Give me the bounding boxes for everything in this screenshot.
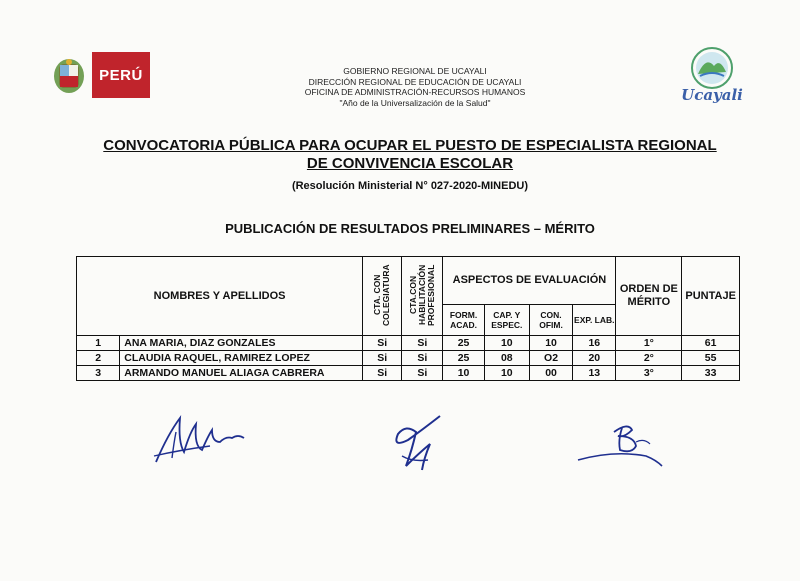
row-colegiatura: Si (363, 336, 402, 351)
ucayali-logo-text: Ucayali (681, 86, 743, 104)
header-puntaje: PUNTAJE (682, 257, 740, 336)
row-orden: 3° (616, 366, 682, 381)
row-cap-espec: 10 (484, 366, 529, 381)
row-habilitacion: Si (402, 351, 443, 366)
table-row (77, 336, 740, 351)
header-exp-lab: EXP. LAB. (573, 304, 616, 335)
row-puntaje: 61 (682, 336, 740, 351)
header-colegiatura: CTA. CON COLEGIATURA (363, 257, 402, 336)
row-exp-lab: 16 (573, 336, 616, 351)
row-name: CLAUDIA RAQUEL, RAMIREZ LOPEZ (120, 351, 363, 366)
header-habilitacion: CTA.CON HABILITACIÓN PROFESIONAL (402, 257, 443, 336)
row-number: 2 (77, 351, 120, 366)
row-con-ofim: O2 (529, 351, 572, 366)
row-exp-lab: 20 (573, 351, 616, 366)
coat-of-arms-icon (50, 56, 88, 96)
results-table (76, 256, 740, 381)
row-habilitacion: Si (402, 366, 443, 381)
row-habilitacion: Si (402, 336, 443, 351)
row-cap-espec: 10 (484, 336, 529, 351)
table-row (77, 351, 740, 366)
row-orden: 2° (616, 351, 682, 366)
institution-line: DIRECCIÓN REGIONAL DE EDUCACIÓN DE UCAYALI (308, 76, 522, 87)
publication-heading: PUBLICACIÓN DE RESULTADOS PRELIMINARES – MÉRITO (225, 221, 595, 236)
row-number: 3 (77, 366, 120, 381)
row-con-ofim: 00 (529, 366, 572, 381)
institution-header (260, 66, 570, 108)
page-title: CONVOCATORIA PÚBLICA PARA OCUPAR EL PUESTO DE ESPECIALISTA REGIONAL DE CONVIVENCIA ESCOLAR (103, 137, 717, 172)
row-number: 1 (77, 336, 120, 351)
institution-line: "Año de la Universalización de la Salud" (339, 97, 491, 108)
table-row (77, 366, 740, 381)
ucayali-logo (676, 46, 748, 110)
row-puntaje: 55 (682, 351, 740, 366)
row-form-acad: 25 (443, 336, 484, 351)
header-cap-espec: CAP. Y ESPEC. (484, 304, 529, 335)
row-form-acad: 10 (443, 366, 484, 381)
signature-left (150, 412, 250, 468)
ucayali-emblem-icon (676, 46, 748, 90)
row-form-acad: 25 (443, 351, 484, 366)
resolution-reference: (Resolución Ministerial N° 027-2020-MINEDU) (291, 180, 529, 192)
row-puntaje: 33 (682, 366, 740, 381)
row-exp-lab: 13 (573, 366, 616, 381)
table-header-row (77, 257, 740, 305)
peru-logo: PERÚ (92, 52, 150, 98)
header-orden-merito: ORDEN DE MÉRITO (616, 257, 682, 336)
signature-right (574, 420, 666, 472)
row-con-ofim: 10 (529, 336, 572, 351)
header-form-acad: FORM. ACAD. (443, 304, 484, 335)
header-con-ofim: CON. OFIM. (529, 304, 572, 335)
row-name: ARMANDO MANUEL ALIAGA CABRERA (120, 366, 363, 381)
row-name: ANA MARIA, DIAZ GONZALES (120, 336, 363, 351)
header-names: NOMBRES Y APELLIDOS (77, 257, 363, 336)
institution-line: OFICINA DE ADMINISTRACIÓN-RECURSOS HUMANOS (304, 87, 526, 97)
signature-center (372, 410, 452, 476)
row-orden: 1° (616, 336, 682, 351)
header-aspectos: ASPECTOS DE EVALUACIÓN (443, 257, 616, 305)
row-cap-espec: 08 (484, 351, 529, 366)
row-colegiatura: Si (363, 351, 402, 366)
institution-line: GOBIERNO REGIONAL DE UCAYALI (343, 66, 487, 76)
row-colegiatura: Si (363, 366, 402, 381)
